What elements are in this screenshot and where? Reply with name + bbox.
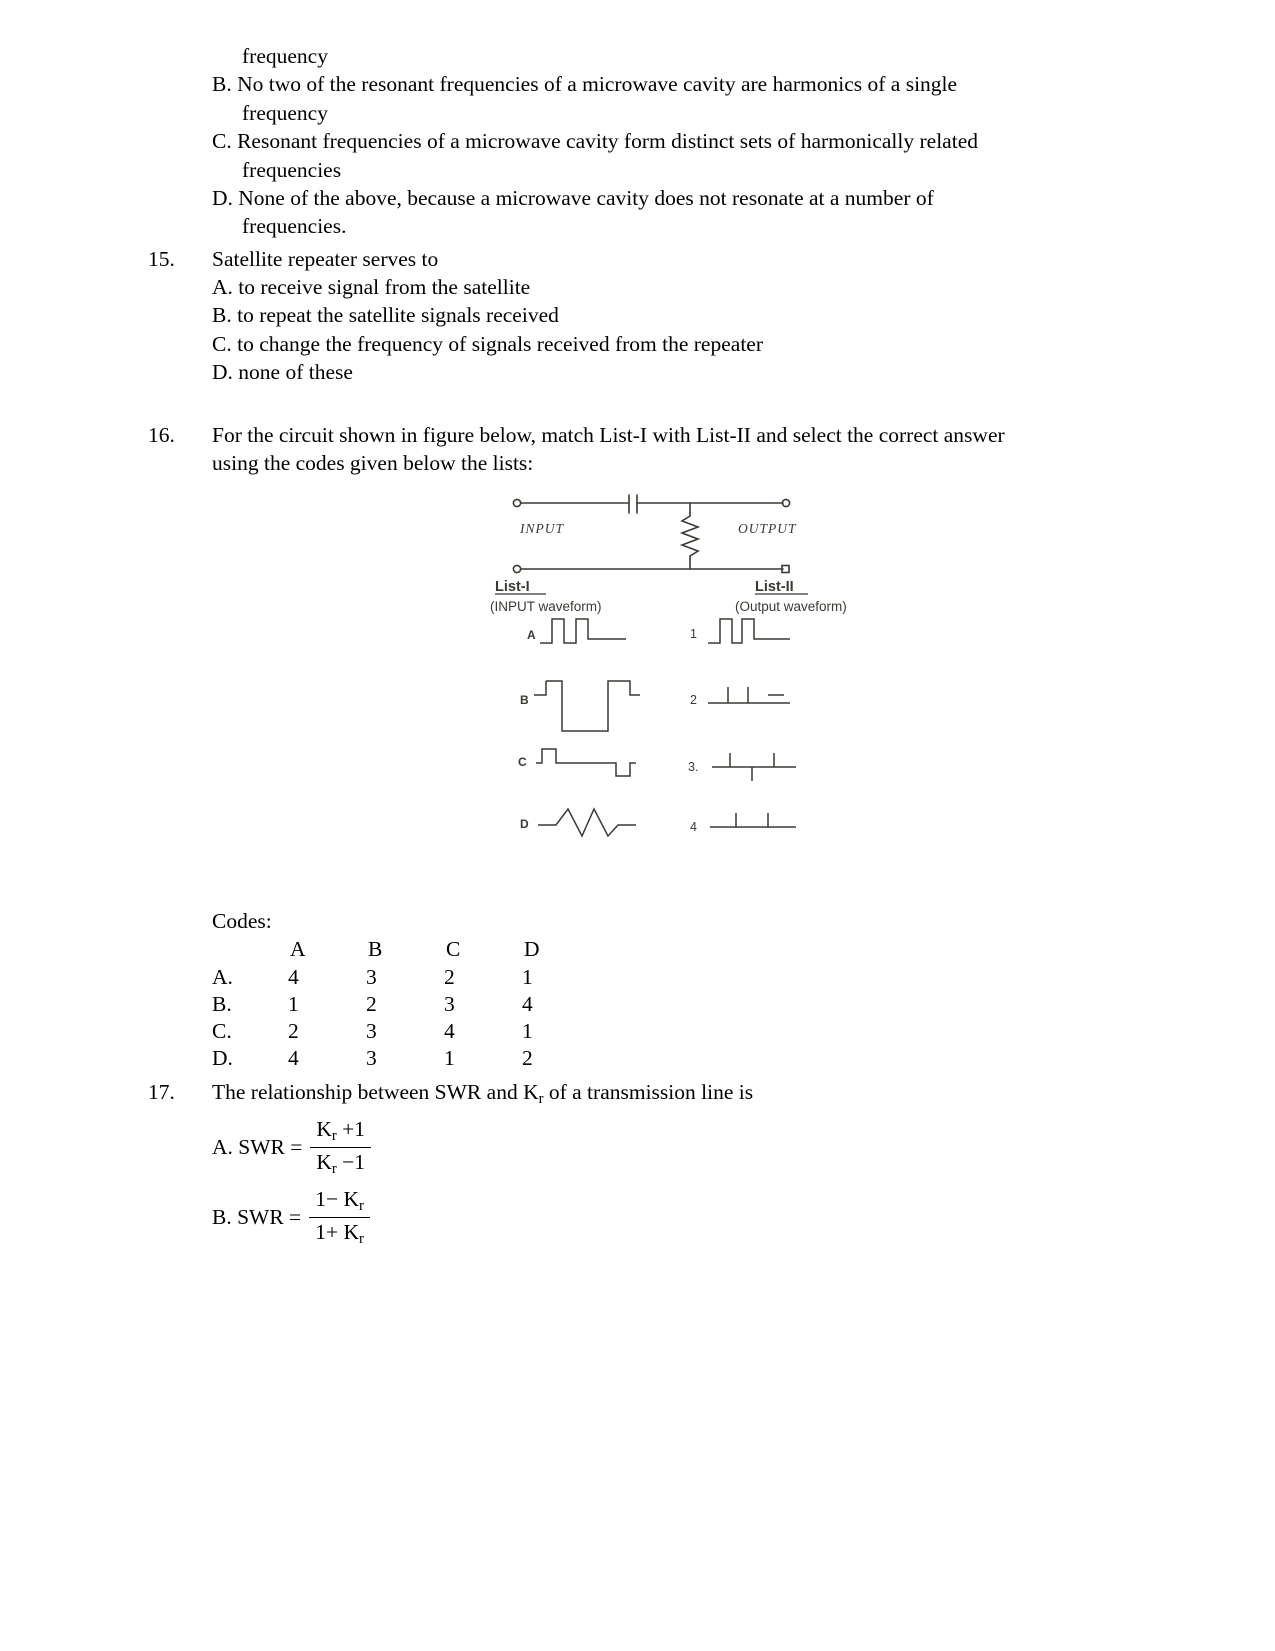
waveform-a (540, 619, 626, 643)
codes-row-b (212, 991, 596, 1018)
codes-row-c-value-b: 3 (366, 1019, 377, 1044)
q17-option-b-num-pre: 1− K (315, 1187, 359, 1212)
codes-label: Codes: (212, 909, 272, 934)
list1-subtitle: (INPUT waveform) (490, 599, 602, 615)
codes-row-c-value-a: 2 (288, 1019, 299, 1044)
codes-header-row (212, 936, 596, 964)
codes-row-a-value-c: 2 (444, 965, 455, 990)
q14-option-c-continuation: frequencies (242, 157, 342, 182)
question-17 (140, 1078, 1120, 1109)
codes-row-a-value-b: 3 (366, 965, 377, 990)
codes-header-c: C (446, 937, 461, 962)
waveform-2 (708, 687, 790, 703)
q14-option-b-text: No two of the resonant frequencies of a microwave cavity are harmonics of a single (237, 72, 958, 97)
codes-row-b-label: B. (212, 992, 232, 1017)
list2-title: List-II (755, 579, 794, 596)
question-15-stem: Satellite repeater serves to (212, 246, 439, 271)
q15-option-c: C. to change the frequency of signals received from the repeater (212, 331, 763, 356)
q17-option-b-fraction (309, 1187, 370, 1248)
circuit-and-waveform-figure (490, 491, 910, 881)
q15-option-a: A. to receive signal from the satellite (212, 275, 531, 299)
waveform-1 (708, 619, 790, 643)
waveform-b (534, 681, 640, 731)
q14-option-b-label: B. (212, 72, 232, 97)
codes-row-b-value-c: 3 (444, 992, 455, 1017)
codes-row-a-value-d: 1 (522, 965, 533, 990)
waveform-d (538, 809, 636, 836)
waveform-c (536, 749, 636, 776)
q17-option-a-den-pre: K (316, 1150, 332, 1175)
list1-item-c-label: C (518, 755, 527, 770)
codes-row-c-value-c: 4 (444, 1019, 455, 1044)
q17-option-a-label: A. SWR = (212, 1135, 303, 1160)
q17-option-a-den-sub: r (331, 1161, 337, 1178)
q17-option-a (212, 1116, 1120, 1180)
codes-header-d: D (524, 937, 540, 962)
codes-header-a: A (290, 937, 306, 962)
question-16-stem-line1: For the circuit shown in figure below, match List-I with List-II and select the correct answer (212, 422, 1005, 447)
q17-option-a-den-post: −1 (336, 1150, 366, 1175)
q17-option-b-num-sub: r (358, 1198, 364, 1215)
codes-row-d-label: D. (212, 1046, 233, 1071)
figure-input-label: INPUT (520, 521, 565, 537)
list1-item-d-label: D (520, 817, 529, 832)
codes-row-a-value-a: 4 (288, 965, 299, 990)
codes-row-b-value-b: 2 (366, 992, 377, 1017)
list2-item-1-label: 1 (690, 627, 697, 642)
waveform-4 (710, 813, 796, 827)
question-16-stem-line2: using the codes given below the lists: (212, 450, 534, 475)
spacer (140, 387, 1120, 421)
q17-option-a-num-post: +1 (336, 1117, 366, 1142)
codes-header-blank (212, 936, 284, 964)
q15-option-b: B. to repeat the satellite signals received (212, 303, 559, 328)
codes-row-a (212, 964, 596, 991)
q17-option-a-numerator (310, 1117, 371, 1147)
q17-option-b-numerator (309, 1187, 370, 1217)
question-16 (140, 421, 1120, 478)
codes-row-c-value-d: 1 (522, 1019, 533, 1044)
codes-header-b: B (368, 937, 383, 962)
page-content (140, 42, 1120, 1250)
codes-row-c-label: C. (212, 1019, 232, 1044)
codes-row-d-value-d: 2 (522, 1046, 533, 1071)
q17-option-a-fraction (310, 1117, 371, 1178)
q14-option-b (212, 70, 1120, 98)
q17-option-b-label: B. SWR = (212, 1205, 302, 1230)
list2-item-4-label: 4 (690, 820, 697, 835)
list1-title: List-I (495, 579, 530, 596)
codes-row-d (212, 1045, 596, 1072)
q14-option-c-text: Resonant frequencies of a microwave cavity form distinct sets of harmonically related (237, 129, 978, 154)
waveform-3 (712, 753, 796, 781)
question-15-number: 15. (148, 246, 175, 271)
list1-item-a-label: A (527, 628, 536, 643)
q17-option-a-num-sub: r (331, 1128, 337, 1145)
codes-row-c (212, 1018, 596, 1045)
codes-row-b-value-a: 1 (288, 992, 299, 1017)
q14-option-c-label: C. (212, 129, 232, 154)
question-17-stem-pre: The relationship between SWR and K (212, 1080, 539, 1105)
q17-option-b-den-pre: 1+ K (315, 1220, 359, 1245)
q14-option-c (212, 127, 1120, 155)
q17-option-a-denominator (310, 1147, 371, 1178)
codes-table (212, 936, 596, 1072)
q14-option-d-continuation: frequencies. (242, 214, 347, 239)
list2-item-3-label: 3. (688, 760, 699, 775)
question-16-stem (212, 421, 1120, 478)
question-17-stem (212, 1078, 1120, 1109)
figure-svg (490, 491, 910, 881)
list2-subtitle: (Output waveform) (735, 599, 847, 615)
figure-output-label: OUTPUT (738, 521, 797, 537)
question-17-number: 17. (148, 1080, 175, 1105)
question-16-number: 16. (148, 422, 175, 447)
codes-row-d-value-a: 4 (288, 1046, 299, 1071)
q14-option-a-continuation: frequency (242, 44, 328, 68)
q17-option-a-num-pre: K (316, 1117, 332, 1142)
q14-option-d-label: D. (212, 185, 233, 210)
list1-item-b-label: B (520, 693, 529, 708)
codes-row-b-value-d: 4 (522, 992, 533, 1017)
q17-option-b-den-sub: r (358, 1231, 364, 1248)
question-15 (140, 245, 1120, 273)
q14-option-b-continuation: frequency (242, 100, 328, 125)
question-17-stem-post: of a transmission line is (543, 1080, 754, 1105)
q17-option-b (212, 1186, 1120, 1250)
q15-option-d: D. none of these (212, 360, 353, 385)
q17-option-b-denominator (309, 1217, 370, 1248)
q14-option-d (212, 184, 1120, 212)
codes-row-a-label: A. (212, 965, 233, 990)
codes-row-d-value-c: 1 (444, 1046, 455, 1071)
question-17-stem-sub: r (538, 1091, 544, 1108)
q14-option-d-text: None of the above, because a microwave cavity does not resonate at a number of (238, 185, 934, 210)
list2-item-2-label: 2 (690, 693, 697, 708)
codes-row-d-value-b: 3 (366, 1046, 377, 1071)
